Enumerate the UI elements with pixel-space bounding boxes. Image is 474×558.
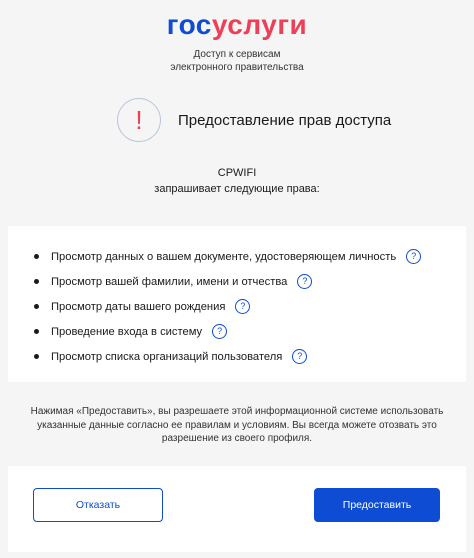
request-text: запрашивает следующие права: bbox=[154, 183, 320, 195]
consent-notice: Нажимая «Предоставить», вы разрешаете этой информационной системе использовать указанные данные согласно ее правилам и условиям. Вы всегда можете отозвать это разрешение из своего профиля. bbox=[30, 406, 444, 444]
subtitle-line-1: Доступ к сервисам bbox=[193, 49, 281, 60]
permission-label: Просмотр вашей фамилии, имени и отчества bbox=[51, 275, 288, 288]
alert-icon bbox=[117, 98, 161, 142]
bullet-icon bbox=[34, 354, 39, 359]
help-icon[interactable]: ? bbox=[235, 299, 250, 314]
bullet-icon bbox=[34, 304, 39, 309]
help-icon[interactable]: ? bbox=[292, 349, 307, 364]
permission-label: Просмотр списка организаций пользователя bbox=[51, 350, 283, 363]
page-title: Предоставление прав доступа bbox=[178, 112, 392, 129]
actions-bar bbox=[8, 466, 466, 552]
permission-item-organizations bbox=[8, 344, 466, 369]
gosuslugi-logo bbox=[0, 8, 474, 42]
permission-item-login bbox=[8, 319, 466, 344]
permission-item-document bbox=[8, 244, 466, 269]
help-icon[interactable]: ? bbox=[212, 324, 227, 339]
header-subtitle bbox=[0, 48, 474, 74]
help-icon[interactable]: ? bbox=[297, 274, 312, 289]
permissions-panel bbox=[8, 226, 466, 382]
permission-label: Просмотр даты вашего рождения bbox=[51, 300, 226, 313]
permission-label: Проведение входа в систему bbox=[51, 325, 203, 338]
permission-label: Просмотр данных о вашем документе, удостоверяющем личность bbox=[51, 250, 397, 263]
subtitle-line-2: электронного правительства bbox=[170, 62, 304, 73]
logo-part-uslugi: услуги bbox=[211, 9, 308, 40]
logo-part-gos: гос bbox=[166, 9, 212, 40]
alert-symbol: ! bbox=[135, 105, 143, 135]
bullet-icon bbox=[34, 254, 39, 259]
permission-item-birthdate bbox=[8, 294, 466, 319]
permission-item-fullname bbox=[8, 269, 466, 294]
decline-button[interactable]: Отказать bbox=[33, 488, 163, 522]
help-icon[interactable]: ? bbox=[406, 249, 421, 264]
client-name: CPWIFI bbox=[217, 167, 257, 179]
bullet-icon bbox=[34, 279, 39, 284]
permissions-list bbox=[8, 244, 466, 369]
bullet-icon bbox=[34, 329, 39, 334]
allow-button[interactable]: Предоставить bbox=[314, 488, 440, 522]
